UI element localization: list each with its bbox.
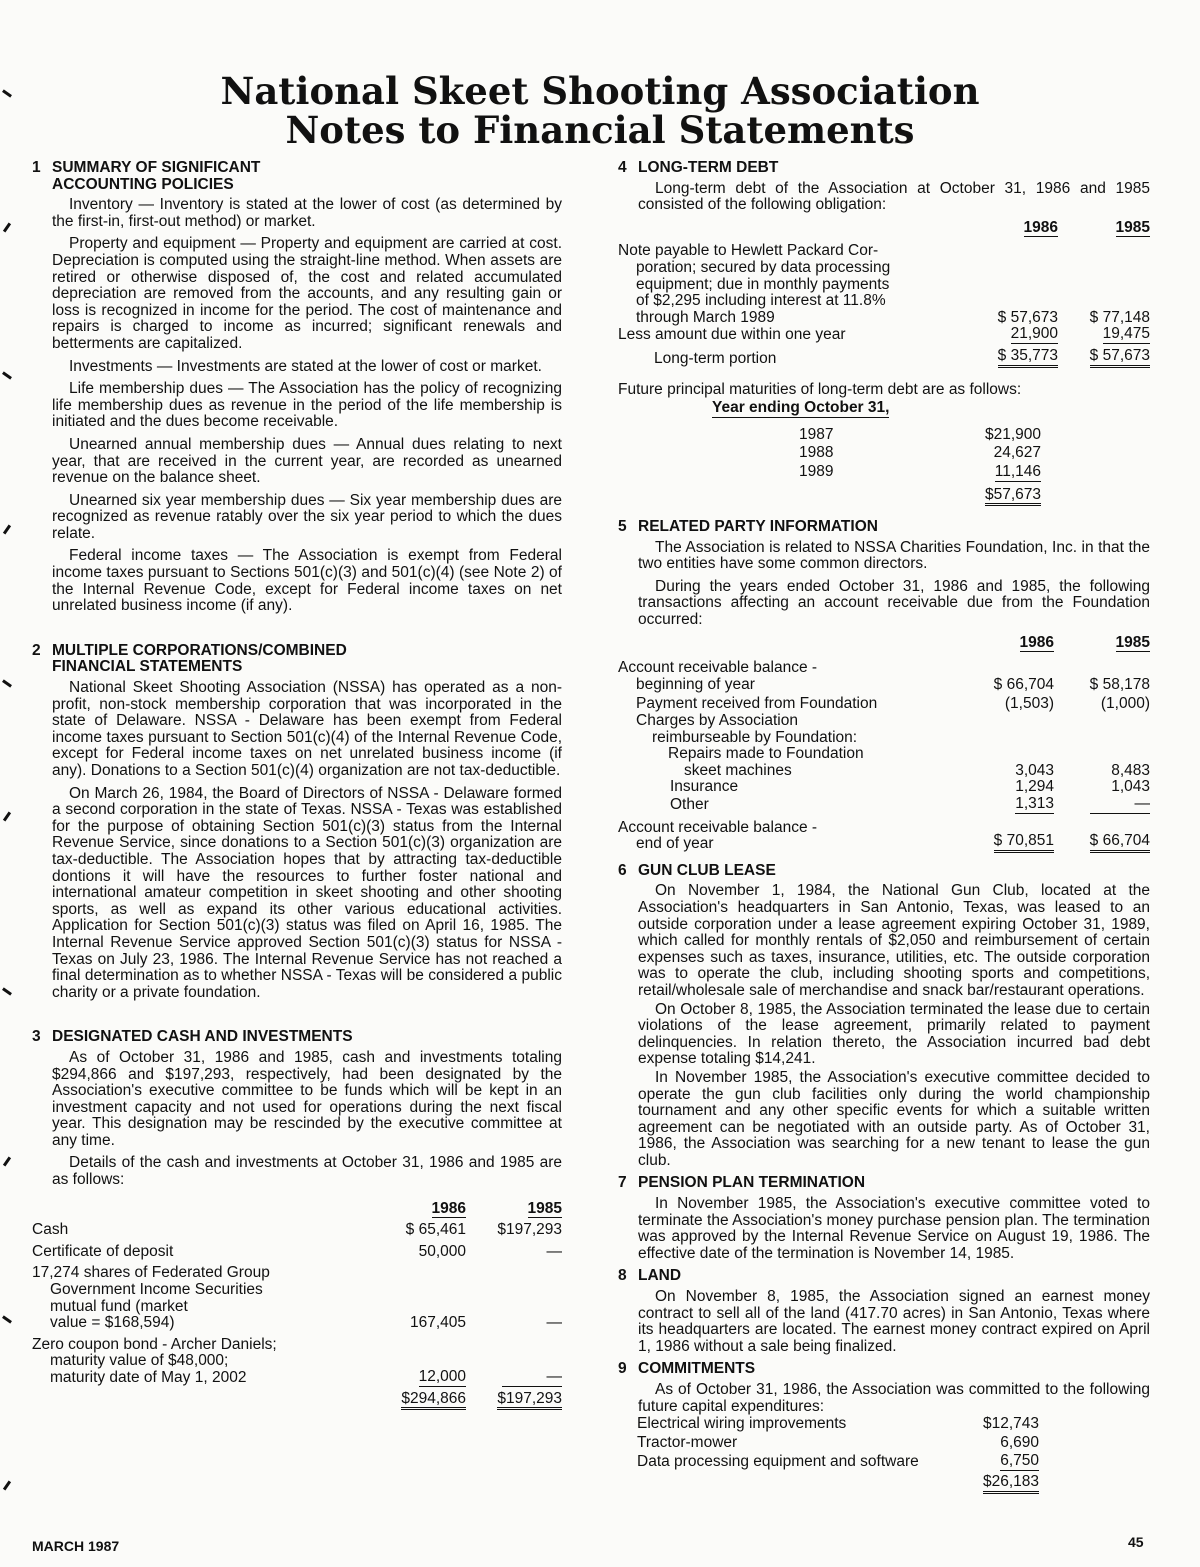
heading-line: PENSION PLAN TERMINATION (638, 1174, 866, 1192)
cell-value: 1,294 (1015, 778, 1054, 796)
heading-line: DESIGNATED CASH AND INVESTMENTS (52, 1028, 353, 1046)
cell-value: — (546, 1242, 562, 1260)
label-line: Note payable to Hewlett Packard Cor- (618, 242, 879, 260)
cell-value: 12,000 (418, 1368, 466, 1385)
table-row (798, 426, 1042, 445)
cell-value: $ 58,178 (1089, 675, 1150, 693)
column-header: 1985 (1115, 218, 1150, 236)
note-number: 2 (32, 641, 41, 659)
cell-value: 1,043 (1111, 778, 1150, 796)
note-1-heading (32, 160, 562, 193)
note-2 (32, 643, 562, 1001)
table-total-row (798, 483, 1042, 508)
paragraph: Details of the cash and investments at October 31, 1986 and 1985 are as follows: (52, 1154, 562, 1189)
note-8 (618, 1268, 1150, 1355)
row-label (618, 814, 964, 853)
cell-value: — (502, 1369, 562, 1387)
row-label: Less amount due within one year (618, 326, 846, 344)
note-8-heading (618, 1268, 1150, 1285)
note-number: 4 (618, 159, 627, 176)
table-row (798, 444, 1042, 463)
page-title-line2: Notes to Financial Statements (285, 108, 915, 152)
year: 1987 (799, 425, 834, 443)
paragraph: Inventory — Inventory is stated at the lower of cost (as determined by the first-in, first-out method) or market. (52, 196, 562, 230)
label-line: through March 1989 (636, 308, 775, 326)
row-label: Electrical wiring improvements (637, 1415, 847, 1433)
cell-value: (1,503) (1004, 695, 1054, 713)
year: 1988 (799, 444, 834, 462)
note-number: 9 (618, 1360, 627, 1378)
paragraph: Life membership dues — The Association has the policy of recognizing life membership dues as revenue in the period of the life membership is initiated and the dues become receivable. (52, 380, 562, 431)
label-line: beginning of year (636, 675, 755, 693)
label-line: Zero coupon bond - Archer Daniels; (32, 1335, 277, 1353)
note-4-heading (618, 160, 1150, 177)
label-line: reimburseable by Foundation: (652, 728, 858, 746)
table-header-row (32, 1201, 562, 1219)
row-label: Long-term portion (654, 349, 777, 367)
amount: 11,146 (994, 462, 1041, 480)
paragraph: As of October 31, 1986, the Association was committed to the following future capital expenditures: (638, 1381, 1150, 1415)
paragraph: Property and equipment — Property and equipment are carried at cost. Depreciation is computed using the straight-line method. When assets are retired or otherwise disposed of, the cost and related accumulated depreciation are removed from the accounts, and any resulting gain or loss is recognized in income for the period. The cost of maintenance and repairs is charged to income as incurred; significant renewals and betterments are capitalized. (52, 235, 562, 352)
label-line: skeet machines (684, 761, 792, 779)
cell-value: 8,483 (1111, 761, 1150, 779)
note-number: 1 (32, 159, 41, 176)
cell-value: $ 66,704 (993, 675, 1054, 693)
label-line: end of year (636, 835, 714, 853)
label-line: Repairs made to Foundation (668, 745, 864, 763)
table-row (636, 1452, 1040, 1472)
right-column (618, 160, 1150, 1495)
table-total-row (618, 814, 1150, 853)
page-title-line1: National Skeet Shooting Association (220, 69, 980, 113)
table-row (32, 1260, 562, 1331)
heading-line: RELATED PARTY INFORMATION (638, 518, 878, 536)
row-label: Insurance (670, 778, 739, 796)
cell-value: 19,475 (1102, 325, 1150, 343)
margin-mark (2, 987, 12, 995)
row-label: Data processing equipment and software (637, 1452, 919, 1470)
issue-date: MARCH 1987 (32, 1538, 120, 1554)
paragraph: In November 1985, the Association's executive committee voted to terminate the Association's money purchase pension plan. The termination was approved by the Internal Revenue Service on August 19, 1986. The effective date of the termination is November 14, 1985. (638, 1195, 1150, 1262)
row-label: Cash (32, 1221, 69, 1239)
cell-value: $ 65,461 (405, 1221, 466, 1239)
amount: $21,900 (984, 425, 1041, 443)
note-7-heading (618, 1175, 1150, 1192)
note-number: 6 (618, 861, 627, 879)
note-6 (618, 863, 1150, 1170)
note-4 (618, 160, 1150, 507)
note-number: 8 (618, 1267, 627, 1285)
paragraph: On November 8, 1985, the Association signed an earnest money contract to sell all of the land (417.70 acres) in San Antonio, Texas where its headquarters are located. The earnest money contract expired on April 1, 1986 without a sale being finalized. (638, 1288, 1150, 1355)
row-label: Certificate of deposit (32, 1242, 174, 1260)
label-line: Government Income Securities (50, 1281, 263, 1299)
heading-line: ACCOUNTING POLICIES (52, 175, 234, 193)
cell-value: — (546, 1314, 562, 1332)
heading-line: LAND (638, 1267, 682, 1285)
table-row (618, 237, 1150, 326)
cash-investments-table (32, 1201, 562, 1411)
paragraph: On March 26, 1984, the Board of Directors of NSSA - Delaware formed a second corporation in the state of Texas. NSSA - Texas was established for the purpose of obtaining Section 501(c)(3) status from the Internal Revenue Service, since donations to a Section 501(c)(3) organization are tax-deductible. The Association hopes that by attracting tax-deductible dontions it will have the resources to further foster national and international amateur competition in skeet shooting and other shooting sports, as well as expand its other various educational activities. Application for Section 501(c)(3) status was filed on April 16, 1985. The Internal Revenue Service approved Section 501(c)(3) status for NSSA - Texas on July 23, 1986. The Internal Revenue Service has not reached a final determination as to whether NSSA - Texas will be considered a public charity or a private foundation. (52, 784, 562, 1001)
cell-value: $197,293 (497, 1221, 562, 1239)
note-9-heading (618, 1361, 1150, 1378)
total-value: $26,183 (983, 1474, 1039, 1494)
row-label (618, 237, 968, 326)
column-header: 1986 (1019, 633, 1054, 651)
margin-mark (3, 1157, 11, 1167)
note-number: 3 (32, 1028, 41, 1046)
paragraph: Unearned annual membership dues — Annual dues relating to next year, that are received in the current year, are recorded as unearned revenue on the balance sheet. (52, 435, 562, 487)
note-3-heading (32, 1029, 562, 1046)
total-value: $ 70,851 (994, 833, 1054, 853)
margin-mark (3, 1481, 11, 1491)
table-row (618, 796, 1150, 814)
paragraph: Unearned six year membership dues — Six year membership dues are recognized as revenue ratably over the six year period to which the dues relate. (52, 491, 562, 542)
table-row (32, 1218, 562, 1239)
table-header-row (618, 220, 1150, 238)
margin-mark (2, 1315, 12, 1323)
left-column (32, 160, 562, 1410)
long-term-debt-table (618, 220, 1150, 368)
cell-value: $ 57,673 (997, 308, 1058, 326)
note-7 (618, 1175, 1150, 1262)
page-number: 45 (1128, 1534, 1144, 1550)
cell-value: — (1090, 796, 1150, 814)
heading-line: COMMITMENTS (638, 1360, 756, 1378)
table-row (636, 1434, 1040, 1453)
margin-mark (2, 679, 12, 687)
row-label (618, 713, 964, 779)
table-total-row (32, 1387, 562, 1411)
label-line: of $2,295 including interest at 11.8% (636, 292, 886, 310)
cell-value: 3,043 (1015, 761, 1054, 779)
note-6-heading (618, 863, 1150, 880)
label-line: 17,274 shares of Federated Group (32, 1264, 270, 1282)
cell-value: (1,000) (1100, 695, 1150, 713)
margin-mark (3, 525, 11, 535)
paragraph: In November 1985, the Association's executive committee decided to operate the gun club facilities only during the world championship tournament and any other specific events for which a suitable written agreement can be negotiated with an outside party. As of October 31, 1986, the Association was searching for a new tenant to lease the gun club. (638, 1068, 1150, 1169)
paragraph: The Association is related to NSSA Charities Foundation, Inc. in that the two entities have some common directors. (638, 538, 1150, 573)
total-value: $ 66,704 (1090, 833, 1150, 853)
note-1 (32, 160, 562, 615)
paragraph: As of October 31, 1986 and 1985, cash and investments totaling $294,866 and $197,293, respectively, had been designated by the Association's executive committee to be funds which will be kept in an investment capacity and not used for operations during the next fiscal year. This designation may be rescinded by the executive committee at any time. (52, 1048, 562, 1149)
note-3 (32, 1029, 562, 1410)
related-party-table (618, 635, 1150, 853)
column-header: 1985 (527, 1199, 562, 1217)
table-row (618, 779, 1150, 796)
margin-mark (3, 812, 11, 822)
note-number: 7 (618, 1174, 627, 1192)
heading-line: GUN CLUB LEASE (638, 861, 776, 879)
row-label: Other (670, 796, 709, 813)
column-header: 1985 (1115, 633, 1150, 651)
heading-line: MULTIPLE CORPORATIONS/COMBINED (52, 641, 347, 659)
table-row (32, 1332, 562, 1387)
amount: 6,750 (1000, 1452, 1039, 1470)
label-line: value = $168,594) (50, 1314, 175, 1332)
paragraph: Long-term debt of the Association at October 31, 1986 and 1985 consisted of the following obligation: (638, 179, 1150, 214)
note-9 (618, 1361, 1150, 1494)
table-row (618, 652, 1150, 693)
label-line: poration; secured by data processing (636, 258, 891, 276)
table-row (618, 693, 1150, 713)
column-header: 1986 (431, 1199, 466, 1217)
label-line: mutual fund (market (50, 1297, 188, 1315)
row-label: Tractor-mower (637, 1433, 738, 1451)
commitments-table (636, 1415, 1040, 1494)
table-header-row (618, 635, 1150, 653)
paragraph: On November 1, 1984, the National Gun Club, located at the Association's headquarters in San Antonio, Texas, was leased to an outside corporation under a lease agreement expiring October 31, 1989, which called for monthly rentals of $2,050 and reimbursement of certain expenses such as taxes, insurance, utilities, etc. The outside corporation was to operate the club, including shooting sports and competitions, retail/wholesale sale of merchandise and snack bar/restaurant operations. (638, 882, 1150, 999)
paragraph: Investments — Investments are stated at the lower of cost or market. (69, 357, 542, 375)
paragraph: Future principal maturities of long-term debt are as follows: (618, 380, 1022, 398)
table-row (32, 1239, 562, 1261)
label-line: maturity date of May 1, 2002 (50, 1369, 247, 1386)
margin-mark (2, 371, 12, 379)
table-row (618, 713, 1150, 779)
total-value: $ 57,673 (1090, 348, 1150, 368)
label-line: Charges by Association (636, 712, 798, 730)
paragraph: National Skeet Shooting Association (NSSA) has operated as a non-profit, non-stock membership corporation that was incorporated in the state of Delaware. NSSA - Delaware has been exempt from Federal income taxes pursuant to Section 501(c)(4) of the Internal Revenue Code, except for Federal income taxes on net unrelated business income (if any). Donations to a Section 501(c)(4) organization are not tax-deductible. (52, 679, 562, 779)
table-row (618, 326, 1150, 344)
amount: 24,627 (993, 444, 1041, 462)
note-5 (618, 519, 1150, 853)
total-value: $ 35,773 (998, 348, 1058, 368)
heading-line: FINANCIAL STATEMENTS (52, 658, 243, 676)
table-row (636, 1415, 1040, 1434)
note-2-heading (32, 643, 562, 676)
amount: $12,743 (982, 1415, 1039, 1433)
heading-line: SUMMARY OF SIGNIFICANT (52, 159, 261, 176)
cell-value: 50,000 (418, 1242, 466, 1260)
cell-value: 21,900 (1010, 325, 1058, 343)
paragraph: Federal income taxes — The Association is exempt from Federal income taxes pursuant to Sections 501(c)(3) and 501(c)(4) (see Note 2) of the Internal Revenue Code, except for Federal income taxes on net unrelated business income (if any). (52, 547, 562, 615)
table-total-row (618, 344, 1150, 368)
label-line: maturity value of $48,000; (50, 1352, 229, 1370)
row-label: Payment received from Foundation (636, 695, 878, 713)
amount: 6,690 (1000, 1433, 1039, 1451)
cell-value: 1,313 (1015, 795, 1054, 812)
total-value: $294,866 (401, 1391, 466, 1411)
row-label (618, 652, 964, 693)
cell-value: $ 77,148 (1089, 308, 1150, 326)
note-5-heading (618, 519, 1150, 536)
paragraph: During the years ended October 31, 1986 and 1985, the following transactions affecting an account receivable due from the Foundation occurred: (638, 577, 1150, 629)
maturities-heading: Year ending October 31, (712, 399, 890, 417)
paragraph: On October 8, 1985, the Association terminated the lease due to certain violations of the lease agreement, primarily related to payment delinquencies. In relation thereto, the Association incurred bad debt expense totaling $14,241. (638, 1000, 1150, 1068)
total-value: $197,293 (497, 1391, 562, 1411)
maturities-table (798, 426, 1042, 507)
label-line: Account receivable balance - (618, 659, 818, 677)
note-number: 5 (618, 518, 627, 536)
label-line: Account receivable balance - (618, 818, 818, 836)
table-row (798, 463, 1042, 483)
table-total-row (636, 1472, 1040, 1495)
heading-line: LONG-TERM DEBT (638, 159, 779, 176)
cell-value: 167,405 (409, 1314, 466, 1332)
row-label (32, 1332, 366, 1387)
column-header: 1986 (1023, 218, 1058, 236)
margin-mark (3, 223, 11, 233)
total-value: $57,673 (985, 487, 1041, 507)
label-line: equipment; due in monthly payments (636, 275, 890, 293)
year: 1989 (799, 463, 834, 481)
row-label (32, 1260, 366, 1331)
